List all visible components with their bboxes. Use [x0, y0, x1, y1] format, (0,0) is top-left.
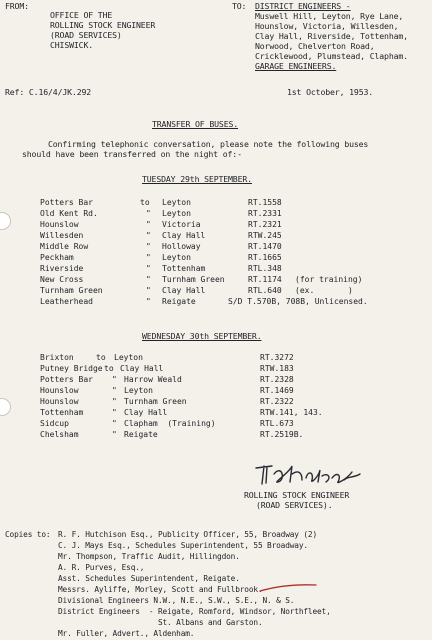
from-line-3: (ROAD SERVICES)	[50, 30, 122, 40]
list-item: C. J. Mays Esq., Schedules Superintendent, 55 Broadway.	[58, 541, 308, 550]
signature-title: ROLLING STOCK ENGINEER	[244, 490, 350, 500]
signature-subtitle: (ROAD SERVICES).	[256, 500, 333, 510]
to-line-2: Muswell Hill, Leyton, Rye Lane,	[255, 11, 404, 21]
to-line-6: Cricklewood, Plumstead, Clapham.	[255, 51, 408, 61]
to-line-4: Clay Hall, Riverside, Tottenham,	[255, 31, 408, 41]
to-line-5: Norwood, Chelverton Road,	[255, 41, 375, 51]
memo-document: FROM: OFFICE OF THE ROLLING STOCK ENGINEER (ROAD SERVICES) CHISWICK. TO: DISTRICT ENGINEERS - Muswell Hill, Leyton, Rye Lane, Hounslow, Victoria, Willesden, Clay Hall, Riverside, Tottenham, Norwood, Chelverton Road, Cricklewood, Plumstead, Clapham. GARAGE ENGINEERS. Ref: C.16/4/JK.292 1st October, 1953. TRANSFER OF BUSES. Confirming telephonic conversation, please note the following buses should have been transferred on the night of:- TUESDAY 29th SEPTEMBER. Potters Bar to Leyton RT.1558 Old Kent Rd. " Leyton RT.2331 Hounslow " Victoria RT.2321 Willesden " Clay Hall RTW.245 Middle Row " Holloway RT.1470 Peckham " Leyton RT.1665 Riverside " Tottenham RTL.348 New Cross " Turnham Green RT.1174 (for training) Turnham Green " Clay Hall RTL.640 (ex. ) Leatherhead " Reigate S/D T.570B, 708B, Unlicensed. WEDNESDAY 30th SEPTEMBER. Brixton to Leyton RT.3272 Putney Bridge to Clay Hall RTW.183 Potters Bar " Harrow Weald RT.2328 Hounslow " Leyton RT.1469 Hounslow " Turnham Green RT.2322 Tottenham " Clay Hall RTW.141, 143. Sidcup " Clapham (Training) RTL.673 Chelsham " Reigate RT.2519B. ROLLING STOCK ENGINEER (ROAD SERVICES). Copies to: R. F. Hutchison Esq., Publicity Officer, 55, Broadway (2) C. J. Mays Esq., Schedules Superintendent, 55 Broadway. Mr. Thompson, Traffic Audit, Hillingdon. A. R. Purves, Esq., Asst. Schedules Superintendent, Reigate. Messrs. Ayliffe, Morley, Scott and Fullbrook. Divisional Engineers N.W., N.E., S.W., S.E., N. & S. District Engineers - Reigate, Romford, Windsor, Northfleet, St. Albans and Garston. Mr. Fuller, Advert., Aldenham.	[0, 0, 432, 640]
to-line-3: Hounslow, Victoria, Willesden,	[255, 21, 399, 31]
list-item: A. R. Purves, Esq.,	[58, 563, 145, 572]
intro-line-1: Confirming telephonic conversation, please note the following buses	[48, 139, 369, 149]
section-heading-tuesday: TUESDAY 29th SEPTEMBER.	[142, 174, 252, 184]
list-item: R. F. Hutchison Esq., Publicity Officer, 55, Broadway (2)	[58, 530, 318, 539]
to-line-7: GARAGE ENGINEERS.	[255, 61, 337, 71]
red-correction-mark	[258, 582, 320, 594]
list-item: Mr. Thompson, Traffic Audit, Hillingdon.	[58, 552, 240, 561]
from-line-4: CHISWICK.	[50, 40, 94, 50]
to-label: TO:	[232, 1, 247, 11]
signature-mark	[252, 460, 364, 488]
memo-date: 1st October, 1953.	[287, 87, 374, 97]
copies-label: Copies to:	[5, 530, 51, 539]
from-line-1: OFFICE OF THE	[50, 10, 113, 20]
punch-hole-bottom	[0, 398, 11, 416]
list-item: Mr. Fuller, Advert., Aldenham.	[58, 629, 195, 638]
to-line-1: DISTRICT ENGINEERS -	[255, 1, 351, 11]
section-heading-wednesday: WEDNESDAY 30th SEPTEMBER.	[142, 331, 262, 341]
list-item: District Engineers - Reigate, Romford, Windsor, Northfleet,	[58, 607, 331, 616]
intro-line-2: should have been transferred on the night of:-	[22, 149, 242, 159]
from-line-2: ROLLING STOCK ENGINEER	[50, 20, 156, 30]
subject-heading: TRANSFER OF BUSES.	[152, 119, 239, 129]
list-item: St. Albans and Garston.	[58, 618, 263, 627]
list-item: Messrs. Ayliffe, Morley, Scott and Fullbrook.	[58, 585, 263, 594]
punch-hole-top	[0, 212, 11, 230]
list-item: Asst. Schedules Superintendent, Reigate.	[58, 574, 240, 583]
list-item: Divisional Engineers N.W., N.E., S.W., S.E., N. & S.	[58, 596, 295, 605]
from-label: FROM:	[5, 1, 29, 11]
reference: Ref: C.16/4/JK.292	[5, 87, 92, 97]
